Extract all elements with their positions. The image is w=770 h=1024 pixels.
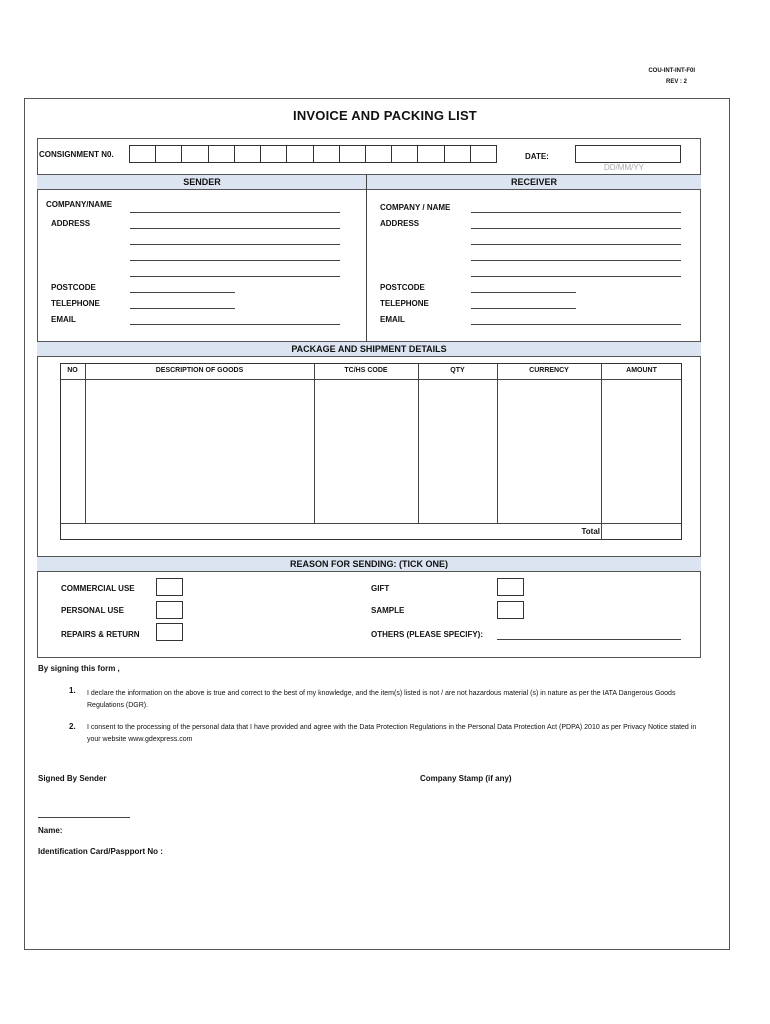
sender-header: SENDER	[183, 177, 221, 187]
sender-address-label: ADDRESS	[51, 219, 91, 228]
total-label: Total	[581, 527, 600, 536]
receiver-address-line[interactable]	[471, 276, 681, 277]
receiver-address-line[interactable]	[471, 260, 681, 261]
reason-header: REASON FOR SENDING: (TICK ONE)	[37, 556, 701, 572]
repairs-return-checkbox[interactable]	[156, 623, 183, 641]
date-label: DATE:	[525, 152, 549, 161]
sender-company-label: COMPANY/NAME	[46, 200, 113, 209]
package-table	[60, 363, 682, 540]
sender-address-line[interactable]	[130, 260, 340, 261]
col-divider	[601, 363, 602, 540]
sender-receiver-divider	[366, 174, 367, 342]
col-divider	[418, 363, 419, 523]
signed-by-sender-label: Signed By Sender	[38, 774, 107, 783]
consignment-digit-box[interactable]	[444, 145, 471, 163]
col-header-qty: QTY	[450, 367, 465, 374]
consignment-digit-box[interactable]	[181, 145, 208, 163]
sender-email-label: EMAIL	[51, 315, 76, 324]
company-stamp-label: Company Stamp (if any)	[420, 774, 512, 783]
declaration-num-1: 1.	[69, 686, 76, 695]
declaration-text-1: I declare the information on the above is true and correct to the best of my knowledge, and the item(s) listed is not / are not hazardous material (s) in nature as per the IATA Dangerous Goods Regulations (DGR).	[87, 690, 676, 709]
consignment-digit-box[interactable]	[260, 145, 287, 163]
receiver-postcode-label: POSTCODE	[380, 283, 425, 292]
sender-postcode-line[interactable]	[130, 292, 235, 293]
col-divider	[85, 363, 86, 523]
sender-address-line[interactable]	[130, 244, 340, 245]
page-title: INVOICE AND PACKING LIST	[293, 108, 477, 123]
reason-others-label: OTHERS (PLEASE SPECIFY):	[371, 630, 484, 639]
col-divider	[497, 363, 498, 523]
consignment-digit-box[interactable]	[470, 145, 497, 163]
reason-gift-label: GIFT	[371, 584, 390, 593]
document-code: COU-INT-INT-F0I	[648, 68, 695, 74]
package-table-total-rule	[60, 523, 682, 524]
receiver-email-line[interactable]	[471, 324, 681, 325]
package-header: PACKAGE AND SHIPMENT DETAILS	[37, 341, 701, 357]
consignment-label: CONSIGNMENT N0.	[39, 150, 114, 159]
date-placeholder: DD/MM/YY	[604, 163, 644, 172]
consignment-digit-box[interactable]	[417, 145, 444, 163]
date-field[interactable]	[575, 145, 681, 163]
commercial-use-checkbox[interactable]	[156, 578, 183, 596]
id-number-label: Identification Card/Paspport No :	[38, 847, 163, 856]
receiver-email-label: EMAIL	[380, 315, 405, 324]
signature-line[interactable]	[38, 817, 130, 818]
col-header-description: DESCRIPTION OF GOODS	[155, 367, 244, 374]
col-divider	[314, 363, 315, 523]
reason-personal-label: PERSONAL USE	[61, 606, 124, 615]
col-header-no: NO	[67, 367, 78, 374]
receiver-address-line[interactable]	[471, 244, 681, 245]
gift-checkbox[interactable]	[497, 578, 524, 596]
sender-telephone-line[interactable]	[130, 308, 235, 309]
receiver-company-line[interactable]	[471, 212, 681, 213]
revision-label: REV : 2	[665, 79, 687, 85]
consignment-digit-box[interactable]	[391, 145, 418, 163]
package-table-header-rule	[60, 379, 682, 380]
reason-repairs-label: REPAIRS & RETURN	[61, 630, 140, 639]
personal-use-checkbox[interactable]	[156, 601, 183, 619]
receiver-telephone-label: TELEPHONE	[380, 299, 429, 308]
consignment-digit-box[interactable]	[155, 145, 182, 163]
receiver-postcode-line[interactable]	[471, 292, 576, 293]
sender-telephone-label: TELEPHONE	[51, 299, 100, 308]
others-specify-line[interactable]	[497, 639, 681, 640]
name-label: Name:	[38, 826, 63, 835]
consignment-digit-box[interactable]	[339, 145, 366, 163]
sender-postcode-label: POSTCODE	[51, 283, 96, 292]
consignment-digit-box[interactable]	[129, 145, 156, 163]
consignment-number-boxes[interactable]	[129, 145, 497, 163]
consignment-digit-box[interactable]	[208, 145, 235, 163]
col-header-tchs-code: TC/HS CODE	[344, 367, 388, 374]
consignment-digit-box[interactable]	[286, 145, 313, 163]
col-header-currency: CURRENCY	[529, 367, 569, 374]
sender-address-line[interactable]	[130, 276, 340, 277]
consignment-digit-box[interactable]	[365, 145, 392, 163]
receiver-header: RECEIVER	[510, 177, 557, 187]
sample-checkbox[interactable]	[497, 601, 524, 619]
declaration-text-2: I consent to the processing of the personal data that I have provided and agree with the Data Protection Regulations in the Personal Data Protection Act (PDPA) 2010 as per Privacy Notice stated in your website www.gdexpress.com	[87, 724, 697, 743]
declaration-intro: By signing this form ,	[38, 664, 120, 673]
sender-address-line[interactable]	[130, 228, 340, 229]
receiver-address-label: ADDRESS	[380, 219, 420, 228]
sender-company-line[interactable]	[130, 212, 340, 213]
declaration-num-2: 2.	[69, 722, 76, 731]
sender-email-line[interactable]	[130, 324, 340, 325]
reason-sample-label: SAMPLE	[371, 606, 405, 615]
consignment-digit-box[interactable]	[234, 145, 261, 163]
receiver-telephone-line[interactable]	[471, 308, 576, 309]
receiver-company-label: COMPANY / NAME	[380, 203, 451, 212]
col-header-amount: AMOUNT	[626, 367, 657, 374]
receiver-address-line[interactable]	[471, 228, 681, 229]
consignment-digit-box[interactable]	[313, 145, 340, 163]
reason-commercial-label: COMMERCIAL USE	[61, 584, 135, 593]
